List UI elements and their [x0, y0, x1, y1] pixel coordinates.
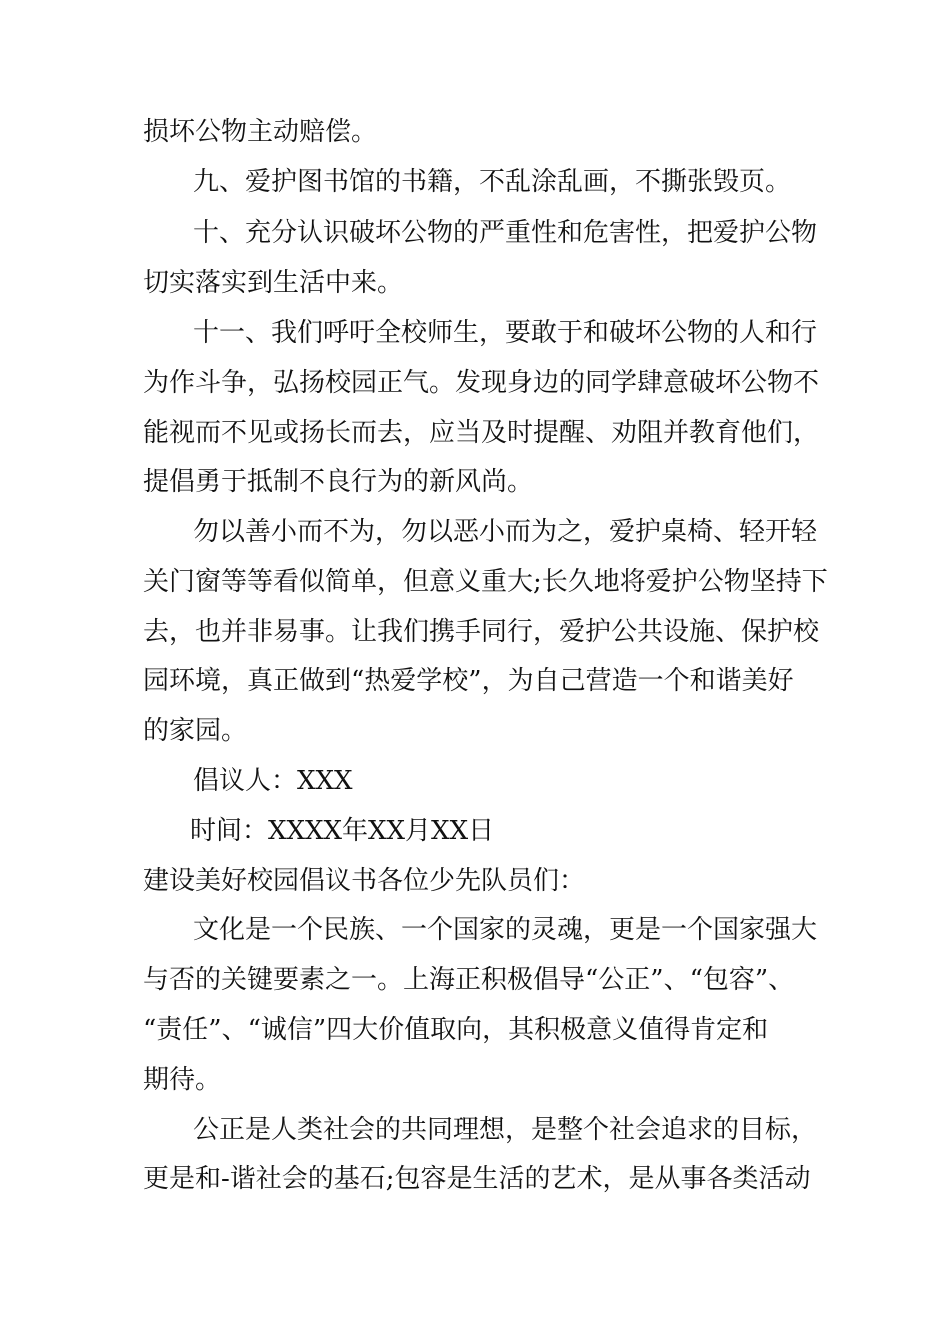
- text-line: 期待。: [143, 1065, 222, 1095]
- text-line: 损坏公物主动赔偿。: [143, 117, 378, 147]
- text-line: 去，也并非易事。让我们携手同行，爱护公共设施、保护校: [143, 617, 820, 647]
- text-line: 为作斗争，弘扬校园正气。发现身边的同学肆意破坏公物不: [143, 368, 820, 398]
- text-line: 关门窗等等看似简单，但意义重大;长久地将爱护公物坚持下: [143, 567, 828, 597]
- text-line: “责任”、“诚信”四大价值取向，其积极意义值得肯定和: [143, 1015, 769, 1045]
- text-line: 文化是一个民族、一个国家的灵魂，更是一个国家强大: [193, 915, 818, 945]
- signatory-line: 倡议人：XXX: [193, 766, 353, 796]
- text-line: 九、爱护图书馆的书籍，不乱涂乱画，不撕张毁页。: [193, 167, 792, 197]
- text-line: 提倡勇于抵制不良行为的新风尚。: [143, 467, 534, 497]
- text-line: 的家园。: [143, 716, 248, 746]
- text-line: 切实落实到生活中来。: [143, 268, 404, 298]
- text-line: 公正是人类社会的共同理想，是整个社会追求的目标，: [193, 1115, 818, 1145]
- text-line: 园环境，真正做到“热爱学校”，为自己营造一个和谐美好: [143, 666, 794, 696]
- text-line: 能视而不见或扬长而去，应当及时提醒、劝阻并教育他们，: [143, 418, 820, 448]
- section-title-line: 建设美好校园倡议书各位少先队员们：: [143, 866, 586, 896]
- text-line: 十、充分认识破坏公物的严重性和危害性，把爱护公物: [193, 218, 818, 248]
- text-line: 勿以善小而不为，勿以恶小而为之，爱护桌椅、轻开轻: [193, 517, 818, 547]
- text-line: 十一、我们呼吁全校师生，要敢于和破坏公物的人和行: [193, 318, 818, 348]
- date-line: 时间：XXXX年XX月XX日: [190, 816, 495, 846]
- text-line: 更是和-谐社会的基石;包容是生活的艺术，是从事各类活动: [143, 1164, 811, 1194]
- text-line: 与否的关键要素之一。上海正积极倡导“公正”、“包容”、: [143, 965, 795, 995]
